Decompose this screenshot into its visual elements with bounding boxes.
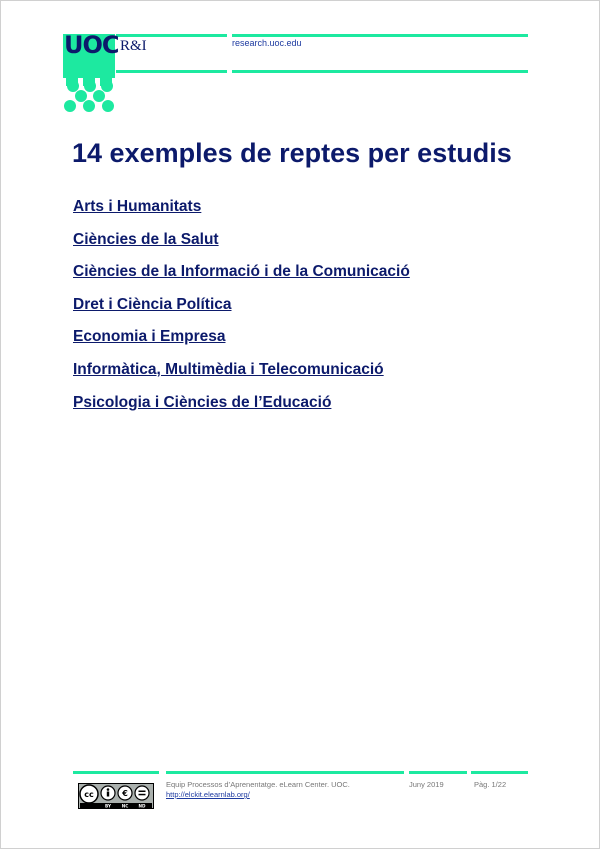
footer-link[interactable]: http://elckit.elearnlab.org/ (166, 790, 250, 799)
list-item (73, 296, 410, 329)
list-item (73, 198, 410, 231)
site-url[interactable]: research.uoc.edu (232, 38, 302, 48)
header-rule (116, 34, 227, 37)
footer-rule (73, 771, 159, 774)
footer-rule (409, 771, 467, 774)
cc-license-badge[interactable] (78, 783, 154, 809)
footer-rule (166, 771, 404, 774)
link-arts-humanitats[interactable]: Arts i Humanitats (73, 198, 202, 215)
link-dret-ciencia-politica[interactable]: Dret i Ciència Política (73, 295, 232, 313)
header-rule (232, 34, 528, 37)
list-item (73, 328, 410, 361)
footer-rule (471, 771, 528, 774)
page-title: 14 exemples de reptes per estudis (72, 138, 512, 168)
page-number: Pàg. 1/22 (474, 780, 507, 789)
link-psicologia-educacio[interactable]: Psicologia i Ciències de l’Educació (73, 393, 332, 411)
list-item (73, 263, 410, 296)
link-ciencies-salut[interactable]: Ciències de la Salut (73, 230, 219, 248)
header-rule (116, 70, 227, 73)
list-item (73, 231, 410, 264)
link-informatica-telecomunicacio[interactable]: Informàtica, Multimèdia i Telecomunicació (73, 360, 384, 378)
nc-label: NC (121, 803, 129, 809)
list-item (73, 394, 410, 427)
header-rule (232, 70, 528, 73)
svg-text:€: € (122, 789, 128, 798)
footer-date: Juny 2019 (409, 780, 444, 789)
study-links (73, 198, 410, 426)
list-item (73, 361, 410, 394)
footer-credit: Equip Processos d’Aprenentatge. eLearn Center. UOC. (166, 780, 350, 789)
logo-text: UOC (64, 31, 119, 59)
brand-label: R&I (120, 38, 147, 54)
svg-text:cc: cc (84, 790, 94, 799)
link-economia-empresa[interactable]: Economia i Empresa (73, 328, 226, 346)
nd-label: ND (138, 803, 146, 809)
by-label: BY (105, 803, 111, 809)
nd-icon (135, 786, 149, 800)
link-informacio-comunicacio[interactable]: Ciències de la Informació i de la Comunicació (73, 263, 410, 281)
